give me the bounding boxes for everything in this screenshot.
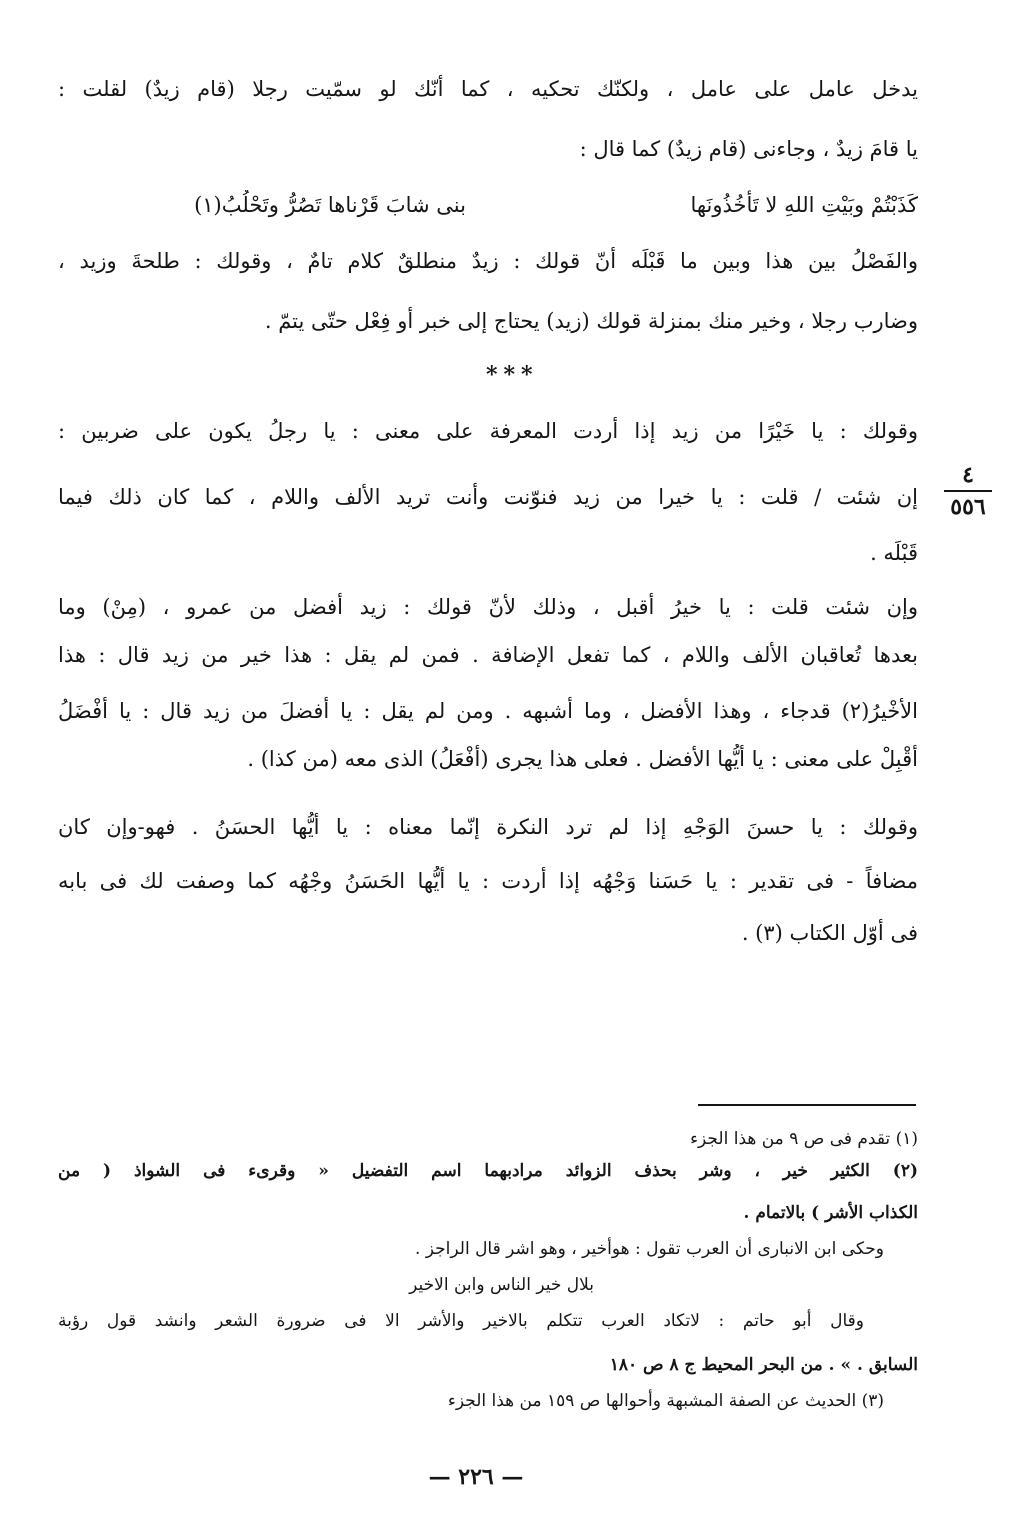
body-line: مضافاً - فى تقدير : يا حَسَنا وَجْهُه إذا أردت : يا أيُّها الحَسَنُ وجْهُه كما وصفت لك فى بابه [58, 869, 918, 893]
verse-second-hemistich: بنى شابَ قَرْناها تَصُرُّ وتَحْلُبُ(١) [194, 193, 466, 217]
body-line: يدخل عامل على عامل ، ولكنّك تحكيه ، كما أنّك لو سمّيت رجلا (قام زيدٌ) لقلت : [58, 77, 918, 101]
body-line: يا قامَ زيدٌ ، وجاءنى (قام زيدٌ) كما قال : [579, 137, 918, 161]
footnote-3: (٣) الحديث عن الصفة المشبهة وأحوالها ص ١٥٩ من هذا الجزء [447, 1391, 884, 1411]
poetry-verse [160, 190, 918, 224]
margin-page-reference [940, 462, 996, 520]
footnote-rule [698, 1104, 916, 1106]
footnote-2-quoted-verse: بلال خير الناس وابن الاخير [409, 1275, 594, 1295]
footnote-2: (٢) الكثير خير ، وشر بحذف الزوائد مرادبهما اسم التفضيل « وقرىء فى الشواذ ( من [58, 1161, 918, 1181]
footnote-2-continued: وحكى ابن الانبارى أن العرب تقول : هوأخير ، وهو اشر قال الراجز . [414, 1239, 884, 1259]
footnote-1: (١) تقدم فى ص ٩ من هذا الجزء [690, 1129, 918, 1149]
body-line: وقولك : يا خَيْرًا من زيد إذا أردت المعرفة على معنى : يا رجلُ يكون على ضربين : [58, 419, 918, 443]
body-line: وضارب رجلا ، وخير منك بمنزلة قولك (زيد) يحتاج إلى خبر أو فِعْل حتّى يتمّ . [264, 309, 918, 333]
body-line: بعدها تُعاقبان الألف واللام ، كما تفعل الإضافة . فمن لم يقل : هذا خير من زيد قال : هذا [58, 643, 918, 667]
body-line: وإن شئت قلت : يا خيرُ أقبل ، وذلك لأنّ قولك : زيد أفضل من عمرو ، (مِنْ) وما [58, 595, 918, 619]
page-number: — ٢٢٦ — [428, 1464, 524, 1490]
body-line: قَبْلَه . [870, 541, 918, 565]
verse-first-hemistich: كَذَبْتُمْ وبَيْتِ اللهِ لا تَأْخُذُونَها [690, 193, 918, 217]
footnote-2-source: السابق . » . من البحر المحيط ج ٨ ص ١٨٠ [609, 1355, 918, 1375]
margin-reference-bottom: ٥٥٦ [950, 494, 986, 520]
margin-reference-rule [944, 490, 992, 492]
margin-reference-top: ٤ [962, 462, 974, 488]
footnote-2-continued: وقال أبو حاتم : لاتكاد العرب تتكلم بالاخير والأشر الا فى ضرورة الشعر وانشد قول رؤبة [58, 1311, 864, 1331]
body-line: فى أوّل الكتاب (٣) . [741, 921, 918, 945]
body-line: وقولك : يا حسنَ الوَجْهِ إذا لم ترد النكرة إنّما معناه : يا أيُّها الحسَنُ . فهو-وإن كان [58, 815, 918, 839]
body-line: أقْبِلْ على معنى : يا أيُّها الأفضل . فعلى هذا يجرى (أفْعَلُ) الذى معه (من كذا) . [247, 747, 918, 771]
section-separator: *** [486, 362, 539, 388]
body-line: الأخْيرُ(٢) قدجاء ، وهذا الأفضل ، وما أشبهه . ومن لم يقل : يا أفضلَ من زيد قال : يا أفْضَلُ [58, 699, 918, 723]
body-line: والفَصْلُ بين هذا وبين ما قَبْلَه أنّ قولك : زيدٌ منطلقٌ كلام تامٌ ، وقولك : طلحةَ وزيد ، [58, 249, 918, 273]
footnote-2-continued: الكذاب الأشر ) بالاتمام . [743, 1203, 918, 1223]
body-line: إن شئت / قلت : يا خيرا من زيد فنوّنت وأنت تريد الألف واللام ، كما كان ذلك فيما [58, 485, 918, 509]
